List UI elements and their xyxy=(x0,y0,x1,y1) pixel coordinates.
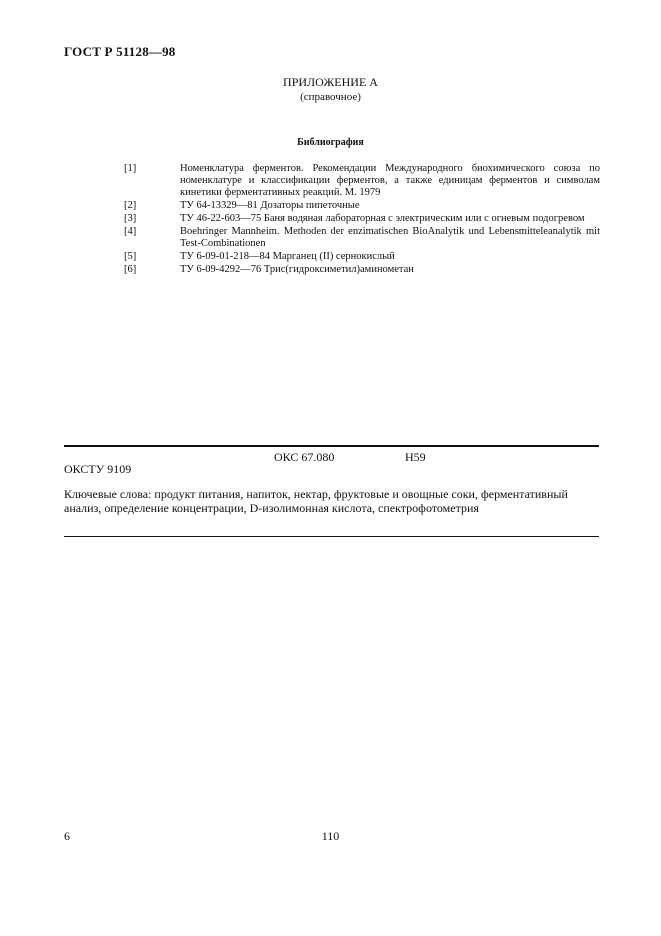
bibliography-item-number: [4] xyxy=(124,226,137,237)
keywords-text: Ключевые слова: продукт питания, напиток, нектар, фруктовые и овощные соки, ферментативный анализ, определение концентрации, D-изолимонная кислота, спектрофотометрия xyxy=(64,487,568,515)
page-number-left: 6 xyxy=(64,829,70,843)
divider-top xyxy=(64,445,599,447)
page-number-center: 110 xyxy=(321,829,340,843)
bibliography-item-text: ТУ 46-22-603—75 Баня водяная лабораторная с электрическим или с огневым подогревом xyxy=(180,213,585,224)
bibliography-item xyxy=(124,226,600,250)
bibliography-item xyxy=(124,264,600,276)
appendix-heading xyxy=(0,75,661,105)
bibliography-item xyxy=(124,163,600,199)
bibliography-item-text: Boehringer Mannheim. Methoden der enzimatischen BioAnalytik und Lebensmitteleanalytik mit Test-Combinationen xyxy=(180,226,600,249)
oks-code: ОКС 67.080 xyxy=(274,450,335,464)
bibliography-item xyxy=(124,213,600,225)
appendix-title: ПРИЛОЖЕНИЕ А xyxy=(283,75,378,89)
bibliography-list xyxy=(124,163,600,277)
bibliography-item-number: [3] xyxy=(124,213,137,224)
appendix-subtitle: (справочное) xyxy=(300,91,361,103)
bibliography-item-text: ТУ 6-09-4292—76 Трис(гидроксиметил)аминометан xyxy=(180,264,414,275)
okstu-code: ОКСТУ 9109 xyxy=(64,462,132,476)
bibliography-item-number: [1] xyxy=(124,163,137,174)
bibliography-item-text: Номенклатура ферментов. Рекомендации Международного биохимического союза по номенклатуре и классификации ферментов, а также единицам ферментов и символам кинетики ферментативных реакций. М. 1979 xyxy=(180,163,600,198)
bibliography-item xyxy=(124,251,600,263)
divider-bottom xyxy=(64,536,599,537)
bibliography-item-text: ТУ 6-09-01-218—84 Марганец (II) сернокислый xyxy=(180,251,395,262)
group-code: Н59 xyxy=(405,450,426,464)
bibliography-item-text: ТУ 64-13329—81 Дозаторы пипеточные xyxy=(180,200,360,211)
bibliography-item-number: [2] xyxy=(124,200,137,211)
document-header: ГОСТ Р 51128—98 xyxy=(64,44,176,59)
bibliography-title: Библиография xyxy=(297,137,364,148)
bibliography-item xyxy=(124,200,600,212)
bibliography-item-number: [5] xyxy=(124,251,137,262)
bibliography-item-number: [6] xyxy=(124,264,137,275)
